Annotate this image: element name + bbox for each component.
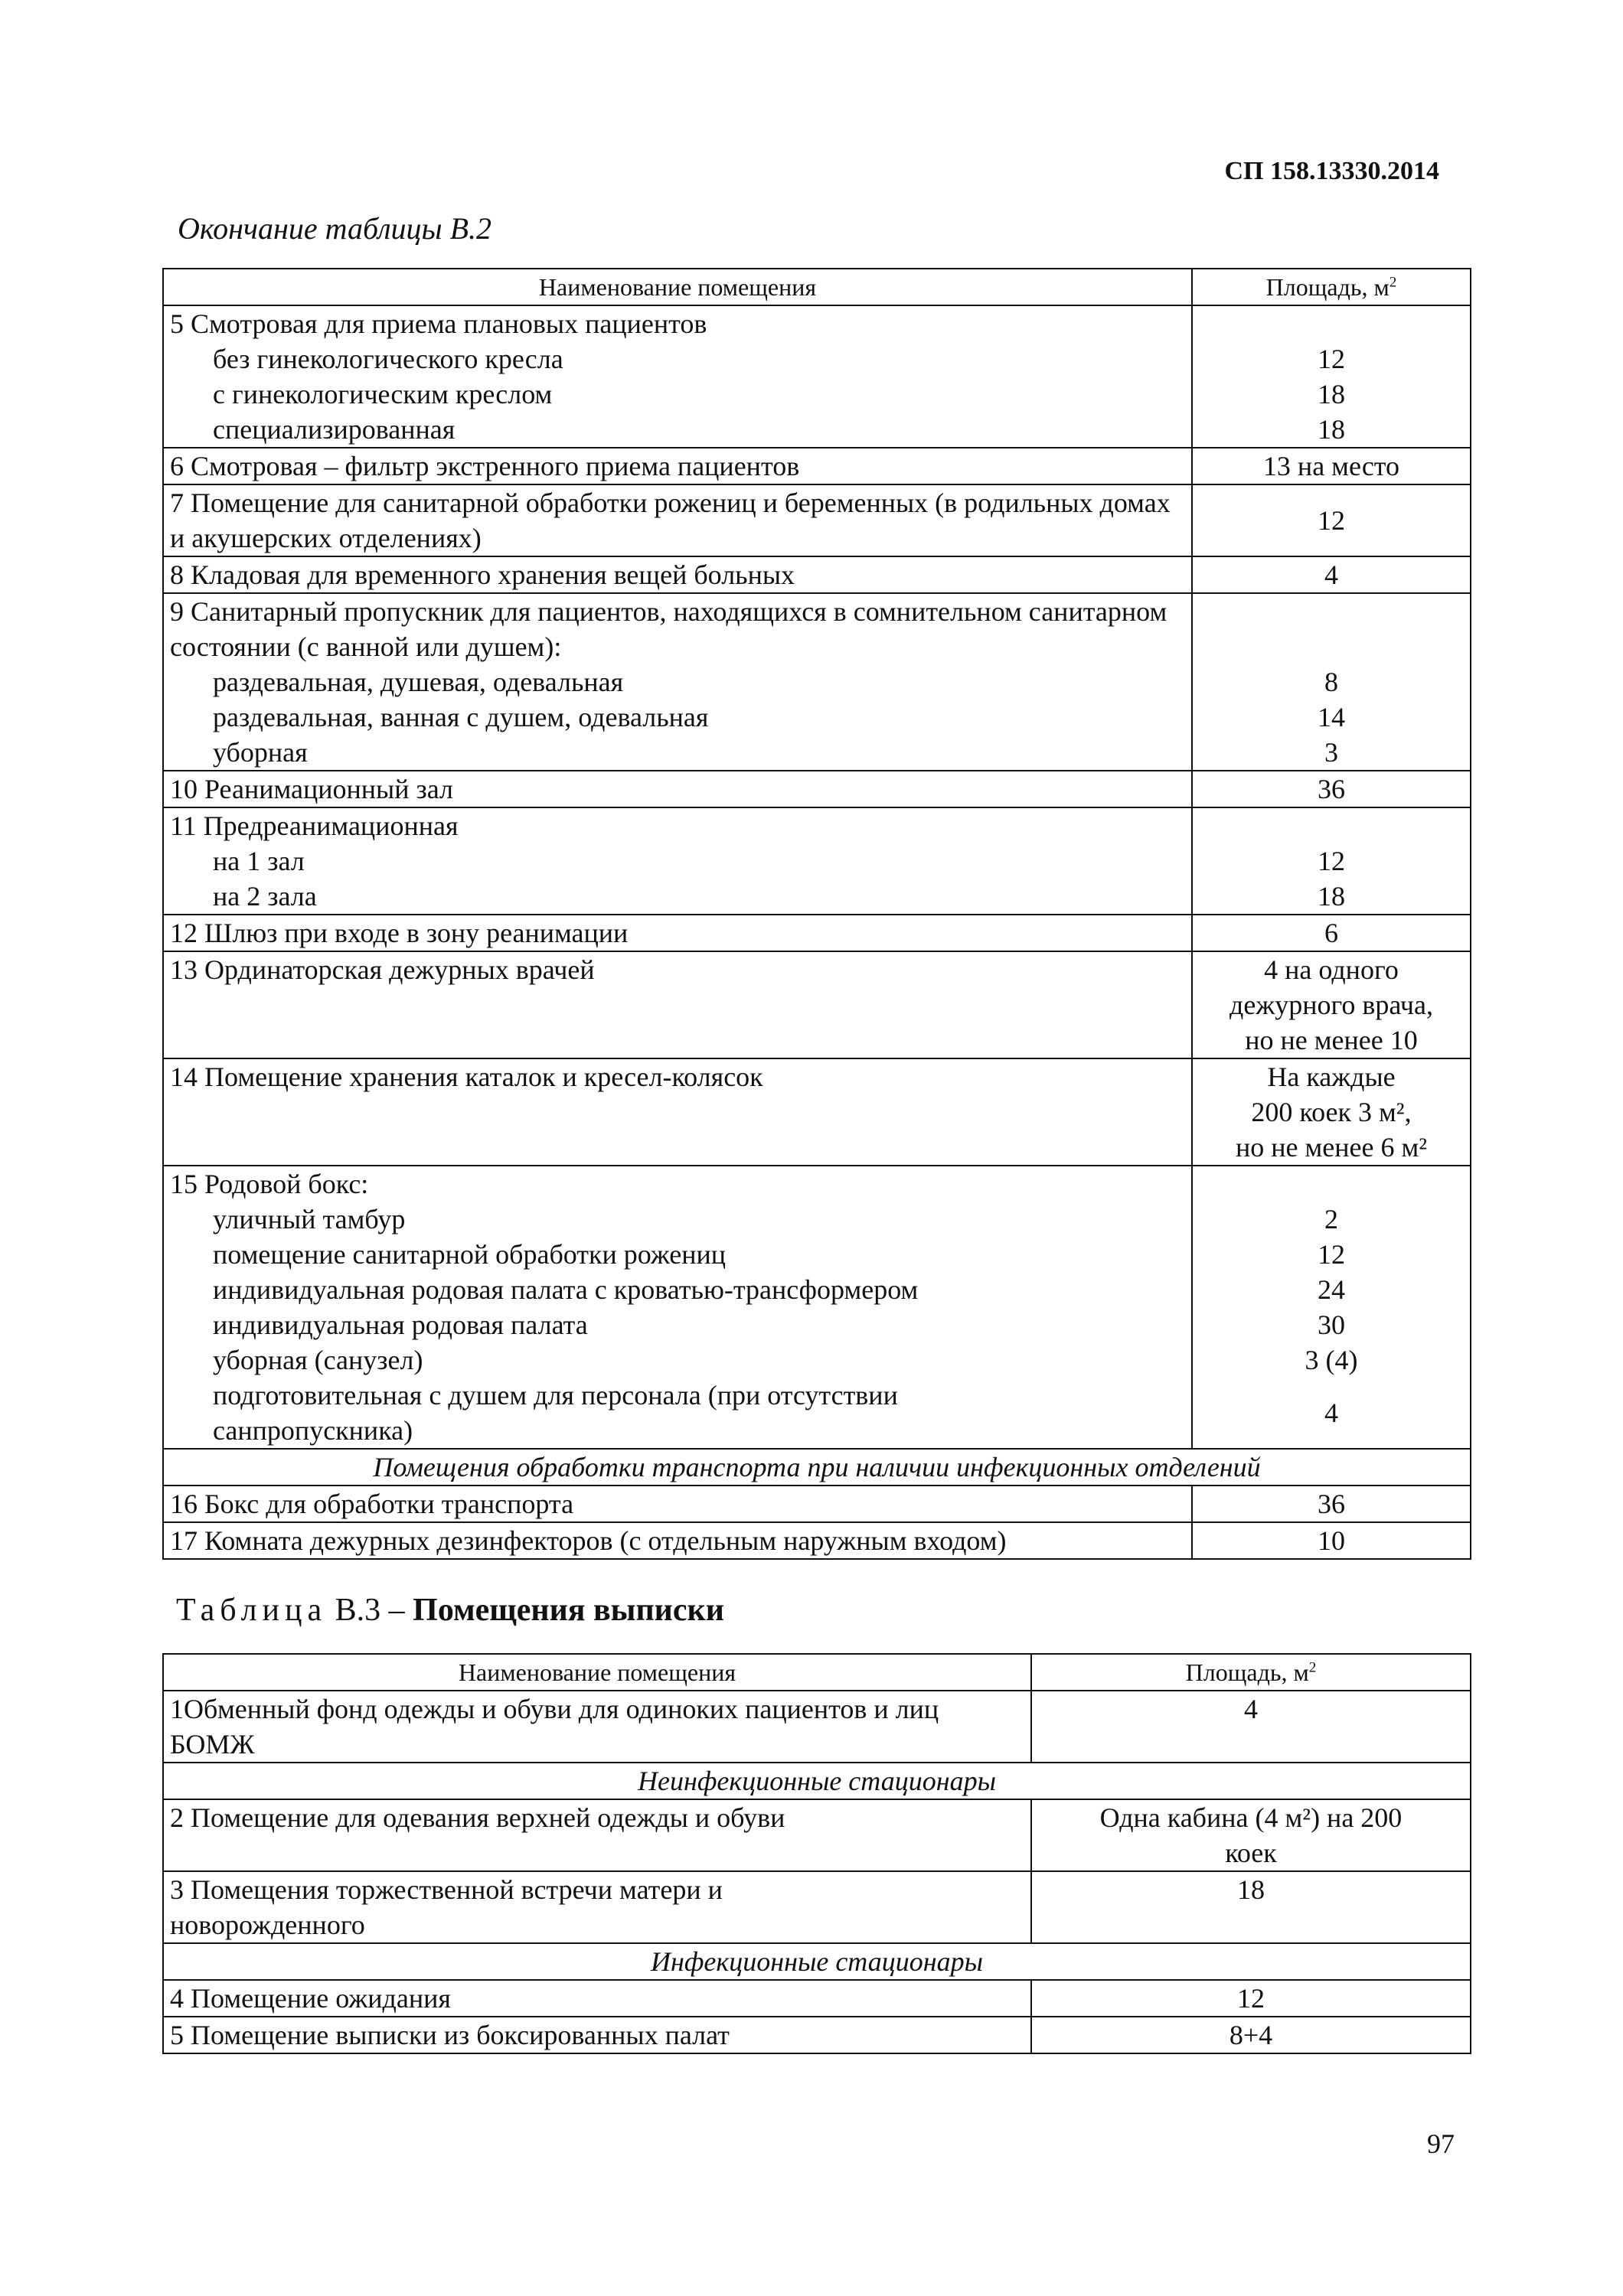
table-row <box>163 807 1471 915</box>
column-header-area: Площадь, $м^2$ <box>1192 269 1471 305</box>
room-name-cell: 1Обменный фонд одежды и обуви для одиноких пациентов и лиц БОМЖ <box>163 1691 1031 1763</box>
table-row <box>163 1058 1471 1166</box>
room-name-cell: 4 Помещение ожидания <box>163 1980 1031 2017</box>
room-name-cell: 7 Помещение для санитарной обработки рожениц и беременных (в родильных домах и акушерских отделениях) <box>163 484 1192 556</box>
room-name-cell: 12 Шлюз при входе в зону реанимации <box>163 915 1192 951</box>
area-cell: 4 <box>1192 556 1471 593</box>
table-row <box>163 1980 1471 2017</box>
section-row <box>163 1943 1471 1980</box>
table-b2-caption: Окончание таблицы В.2 <box>178 211 492 246</box>
section-heading: Инфекционные стационары <box>163 1943 1471 1980</box>
table-row <box>163 448 1471 484</box>
table-row <box>163 1871 1471 1943</box>
room-name-cell: 13 Ординаторская дежурных врачей <box>163 951 1192 1058</box>
table-row <box>163 2017 1471 2053</box>
area-cell: 8+4 <box>1031 2017 1471 2053</box>
room-name-cell: 9 Санитарный пропускник для пациентов, находящихся в сомнительном санитарном состоянии (с ванной или душем): раздевальная, душевая, одевальная раздевальная, ванная с душем, одевальная уборная <box>163 593 1192 771</box>
area-cell: 12 <box>1031 1980 1471 2017</box>
area-cell: Одна кабина (4 м²) на 200 коек <box>1031 1799 1471 1871</box>
table-row <box>163 951 1471 1058</box>
table-b3-caption: Таблица В.3 – Помещения выписки <box>176 1593 724 1628</box>
table-row <box>163 1166 1471 1449</box>
area-cell: 18 <box>1031 1871 1471 1943</box>
column-header-name: Наименование помещения <box>163 1654 1031 1691</box>
column-header-name: Наименование помещения <box>163 269 1192 305</box>
table-row <box>163 771 1471 807</box>
document-code: СП 158.13330.2014 <box>1224 157 1439 185</box>
area-cell: 6 <box>1192 915 1471 951</box>
room-name-cell: 3 Помещения торжественной встречи матери и новорожденного <box>163 1871 1031 1943</box>
room-name-cell: 5 Помещение выписки из боксированных палат <box>163 2017 1031 2053</box>
area-cell: 36 <box>1192 771 1471 807</box>
area-cell: 12 18 18 <box>1192 305 1471 448</box>
table-row <box>163 1691 1471 1763</box>
column-header-area: Площадь, $м^2$ <box>1031 1654 1471 1691</box>
area-cell: 10 <box>1192 1522 1471 1559</box>
room-name-cell: 16 Бокс для обработки транспорта <box>163 1486 1192 1522</box>
area-cell: 36 <box>1192 1486 1471 1522</box>
section-row <box>163 1449 1471 1486</box>
room-name-cell: 5 Смотровая для приема плановых пациентов без гинекологического кресла с гинекологическим креслом специализированная <box>163 305 1192 448</box>
table-row <box>163 1799 1471 1871</box>
room-name-cell: 6 Смотровая – фильтр экстренного приема пациентов <box>163 448 1192 484</box>
room-name-cell: 14 Помещение хранения каталок и кресел-колясок <box>163 1058 1192 1166</box>
room-name-cell: 10 Реанимационный зал <box>163 771 1192 807</box>
table-row <box>163 1486 1471 1522</box>
area-cell: 12 <box>1192 484 1471 556</box>
table-row <box>163 305 1471 448</box>
area-cell: 2 12 24 30 3 (4) 4 <box>1192 1166 1471 1449</box>
section-row <box>163 1763 1471 1799</box>
room-name-cell: 17 Комната дежурных дезинфекторов (с отдельным наружным входом) <box>163 1522 1192 1559</box>
table-row <box>163 593 1471 771</box>
table-row <box>163 915 1471 951</box>
section-heading: Помещения обработки транспорта при наличии инфекционных отделений <box>163 1449 1471 1486</box>
section-heading: Неинфекционные стационары <box>163 1763 1471 1799</box>
table-row <box>163 1522 1471 1559</box>
room-name-cell: 2 Помещение для одевания верхней одежды и обуви <box>163 1799 1031 1871</box>
area-cell: 13 на место <box>1192 448 1471 484</box>
area-cell: 4 <box>1031 1691 1471 1763</box>
area-cell: 8 14 3 <box>1192 593 1471 771</box>
page-number: 97 <box>1427 2128 1455 2159</box>
room-name-cell: 11 Предреанимационная на 1 зал на 2 зала <box>163 807 1192 915</box>
table-row <box>163 484 1471 556</box>
table-b3 <box>162 1653 1471 2054</box>
table-b2 <box>162 268 1471 1560</box>
area-cell: 12 18 <box>1192 807 1471 915</box>
table-row <box>163 556 1471 593</box>
room-name-cell: 15 Родовой бокс: уличный тамбур помещение санитарной обработки рожениц индивидуальная родовая палата с кроватью-трансформером индивидуальная родовая палата уборная (санузел) подготовительная с душем для персонала (при отсутствии санпропускника) <box>163 1166 1192 1449</box>
area-cell: 4 на одного дежурного врача, но не менее 10 <box>1192 951 1471 1058</box>
area-cell: На каждые 200 коек 3 м², но не менее 6 м² <box>1192 1058 1471 1166</box>
room-name-cell: 8 Кладовая для временного хранения вещей больных <box>163 556 1192 593</box>
